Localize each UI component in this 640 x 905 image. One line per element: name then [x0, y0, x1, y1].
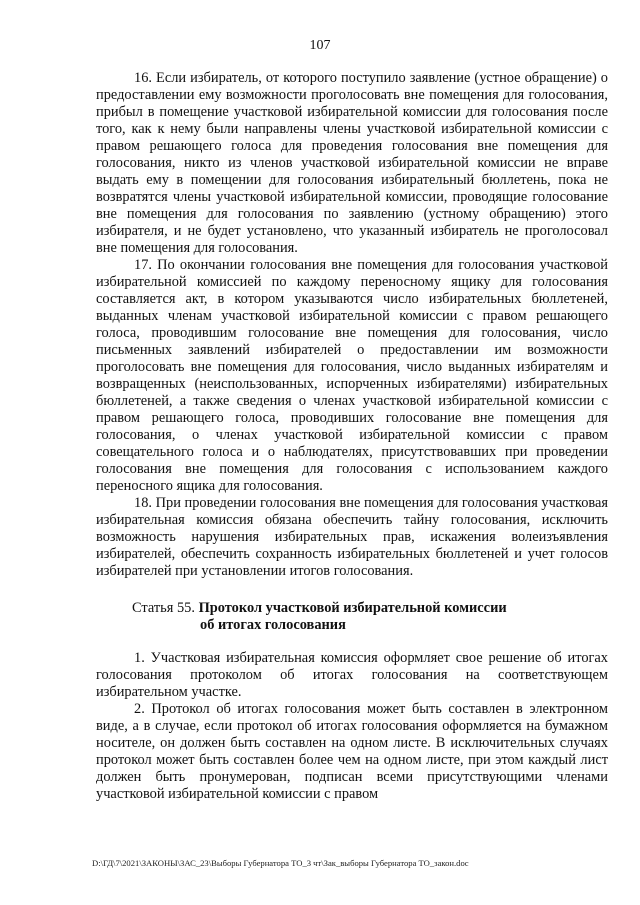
- paragraph-18: 18. При проведении голосования вне помещения для голосования участковая избирательная комиссия обязана обеспечить тайну голосования, исключить возможность нарушения избирательных прав, искажения волеизъявления избирателей, обеспечить сохранность избирательных бюллетеней и учет голосов избирателей при установлении итогов голосования.: [96, 495, 608, 579]
- page-number: 107: [309, 38, 331, 53]
- article-title-line1: Протокол участковой избирательной комиссии: [198, 600, 507, 616]
- article-heading-line2: [132, 617, 608, 634]
- paragraph-1: 1. Участковая избирательная комиссия оформляет свое решение об итогах голосования протоколом об итогах голосования на соответствующем избирательном участке.: [96, 650, 608, 700]
- document-body: [96, 70, 608, 803]
- article-heading-line1: [132, 600, 608, 617]
- paragraph-16: 16. Если избиратель, от которого поступило заявление (устное обращение) о предоставлении ему возможности проголосовать вне помещения для голосования, прибыл в помещение участковой избирательной комиссии для голосования после того, как к нему были направлены члены участковой избирательной комиссии с правом решающего голоса для проведения голосования вне помещения для голосования, никто из членов участковой избирательной комиссии не вправе выдать ему в помещении для голосования избирательный бюллетень, пока не возвратятся члены участковой избирательной комиссии, проводящие голосование вне помещения для голосования по заявлению (устному обращению) этого избирателя, и не будет установлено, что указанный избиратель не проголосовал вне помещения для голосования.: [96, 70, 608, 256]
- paragraph-2: 2. Протокол об итогах голосования может быть составлен в электронном виде, а в случае, если протокол об итогах голосования оформляется на бумажном носителе, он должен быть составлен на одном листе. В исключительных случаях протокол может быть составлен более чем на одном листе, при этом каждый лист должен быть пронумерован, подписан всеми присутствующими членами участковой избирательной комиссии с правом: [96, 701, 608, 802]
- article-title-line2: об итогах голосования: [200, 617, 346, 633]
- footer-file-path: D:\ГД\7\2021\ЗАКОНЫ\ЗАС_23\Выборы Губернатора ТО_3 чт\Зак_выборы Губернатора ТО_закон.doc: [92, 858, 469, 868]
- article-number: Статья 55.: [132, 600, 195, 616]
- paragraph-17: 17. По окончании голосования вне помещения для голосования участковой избирательной комиссией по каждому переносному ящику для голосования составляется акт, в котором указываются число избирательных бюллетеней, выданных членам участковой избирательной комиссии с правом решающего голоса, проводившим голосование вне помещения для голосования, число письменных заявлений избирателей о предоставлении им возможности проголосовать вне помещения для голосования, число выданных избирателям и возвращенных (неиспользованных, испорченных избирателями) избирательных бюллетеней, а также сведения о членах участковой избирательной комиссии с правом решающего голоса, проводивших голосование вне помещения для голосования, о членах участковой избирательной комиссии с правом совещательного голоса и о наблюдателях, присутствовавших при проведении голосования вне помещения для голосования с использованием каждого переносного ящика для голосования.: [96, 257, 608, 494]
- article-heading: [96, 600, 608, 634]
